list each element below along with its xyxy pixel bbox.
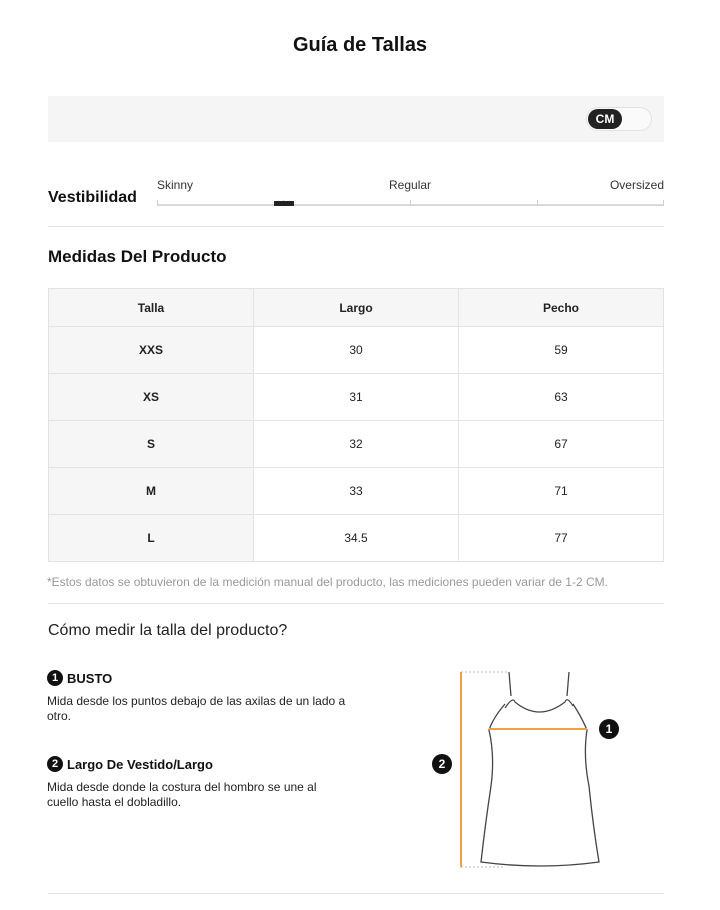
page-title: Guía de Tallas (292, 34, 428, 56)
fit-scale-tick (157, 200, 158, 206)
number-badge-1: 1 (47, 670, 63, 686)
measure-item-bust (47, 670, 347, 724)
size-cell: L (49, 515, 254, 562)
size-cell: XXS (49, 327, 254, 374)
column-header-length: Largo (254, 289, 459, 327)
length-cell: 33 (254, 468, 459, 515)
column-header-chest: Pecho (459, 289, 664, 327)
fit-label: Vestibilidad (48, 189, 137, 206)
fit-scale-tick (663, 200, 664, 206)
number-badge-2: 2 (47, 756, 63, 772)
how-to-measure-title: Cómo medir la talla del producto? (48, 622, 288, 639)
size-table (48, 288, 664, 562)
camisole-diagram (425, 666, 625, 876)
unit-toggle[interactable] (586, 107, 652, 131)
measure-item-heading (47, 670, 347, 686)
length-cell: 31 (254, 374, 459, 421)
measure-item-title: BUSTO (67, 670, 113, 686)
camisole-straps (509, 672, 569, 696)
unit-cm-option[interactable]: CM (588, 109, 622, 129)
size-cell: S (49, 421, 254, 468)
diagram-badge-1-label: 1 (605, 722, 613, 736)
divider (48, 603, 664, 604)
measure-item-heading (47, 756, 347, 772)
fit-scale-tick (537, 200, 538, 206)
chest-cell: 63 (459, 374, 664, 421)
size-cell: XS (49, 374, 254, 421)
table-header-row (49, 289, 664, 327)
measure-item-title: Largo De Vestido/Largo (67, 756, 213, 772)
fit-scale-tick (410, 200, 411, 206)
chest-cell: 67 (459, 421, 664, 468)
measure-item-description: Mida desde los puntos debajo de las axilas de un lado a otro. (47, 694, 346, 723)
divider (48, 893, 664, 894)
measure-item-length (47, 756, 347, 810)
fit-scale-regular: Regular (389, 178, 432, 192)
size-cell: M (49, 468, 254, 515)
camisole-neckline (505, 700, 573, 712)
chest-cell: 71 (459, 468, 664, 515)
measurement-note: *Estos datos se obtuvieron de la medición manual del producto, las mediciones pueden variar de 1-2 CM. (47, 575, 608, 589)
table-row (49, 374, 664, 421)
length-cell: 32 (254, 421, 459, 468)
chest-cell: 59 (459, 327, 664, 374)
divider (48, 226, 664, 227)
fit-scale-oversized: Oversized (609, 178, 664, 192)
chest-cell: 77 (459, 515, 664, 562)
fit-scale-skinny: Skinny (157, 178, 194, 192)
measure-item-description: Mida desde donde la costura del hombro se une al cuello hasta el dobladillo. (47, 780, 317, 809)
table-row (49, 327, 664, 374)
diagram-badge-2-label: 2 (438, 757, 446, 771)
unit-bar (48, 96, 664, 142)
length-cell: 30 (254, 327, 459, 374)
fit-scale-marker (274, 201, 294, 206)
length-cell: 34.5 (254, 515, 459, 562)
column-header-size: Talla (49, 289, 254, 327)
table-row (49, 421, 664, 468)
table-row (49, 515, 664, 562)
measurements-title: Medidas Del Producto (48, 247, 227, 266)
table-row (49, 468, 664, 515)
fit-scale (157, 176, 664, 210)
